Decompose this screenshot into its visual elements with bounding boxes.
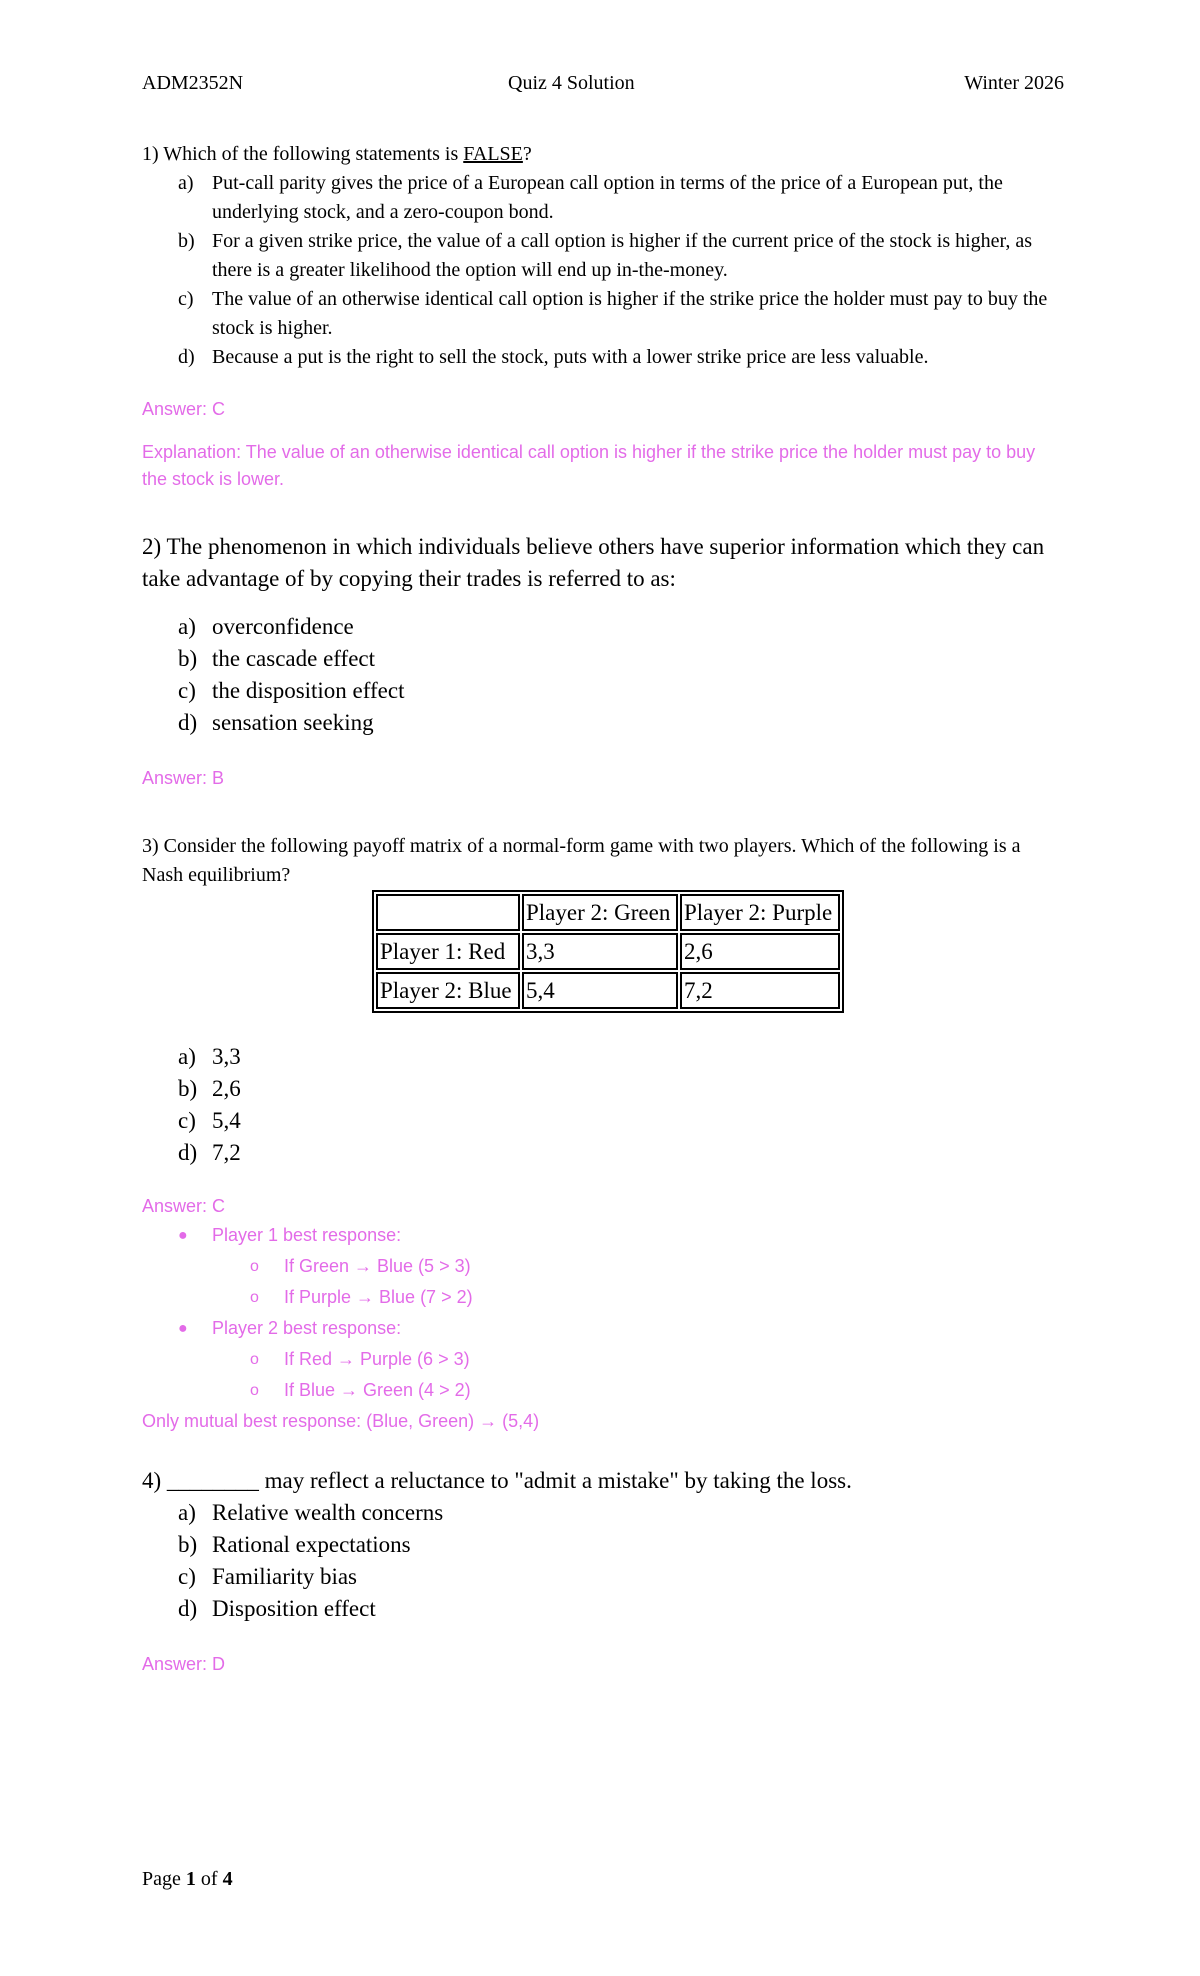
table-header-cell: Player 2: Purple — [680, 894, 840, 931]
table-row — [376, 972, 840, 1009]
question-3-reasoning — [142, 1220, 1064, 1406]
option-b: b) 2,6 — [178, 1076, 241, 1101]
option-d: d) 7,2 — [178, 1140, 241, 1165]
circle-bullet-icon: o — [250, 1382, 259, 1399]
table-cell: 7,2 — [680, 972, 840, 1009]
reasoning-subbullet: o If Purple → Blue (7 > 2) — [142, 1282, 1064, 1313]
reasoning-subbullet: o If Green → Blue (5 > 3) — [142, 1251, 1064, 1282]
question-3-stem: 3) Consider the following payoff matrix of a normal-form game with two players. Which of the following is a Nash equilibrium? — [142, 835, 1021, 886]
term-label: Winter 2026 — [964, 72, 1064, 94]
option-d: d) Because a put is the right to sell the stock, puts with a lower strike price are less valuable. — [178, 346, 929, 368]
option-c: c) The value of an otherwise identical call option is higher if the strike price the holder must pay to buy the stock is higher. — [178, 288, 1048, 339]
option-a: a) Put-call parity gives the price of a European call option in terms of the price of a European put, the underlying stock, and a zero-coupon bond. — [178, 172, 1003, 223]
option-d: d) sensation seeking — [178, 710, 374, 735]
question-3 — [142, 832, 1064, 1437]
circle-bullet-icon: o — [250, 1258, 259, 1275]
question-1-options — [142, 169, 1064, 372]
option-d: d) Disposition effect — [178, 1596, 376, 1621]
bullet-icon: ● — [178, 1227, 188, 1244]
circle-bullet-icon: o — [250, 1351, 259, 1368]
option-c: c) the disposition effect — [178, 678, 405, 703]
option-a: a) Relative wealth concerns — [178, 1500, 444, 1525]
circle-bullet-icon: o — [250, 1289, 259, 1306]
question-1-answer: Answer: C — [142, 399, 226, 419]
reasoning-subbullet: o If Red → Purple (6 > 3) — [142, 1344, 1064, 1375]
option-b: b) For a given strike price, the value of a call option is higher if the current price of the stock is higher, as there is a greater likelihood the option will end up in-the-money. — [178, 230, 1033, 281]
question-3-conclusion: Only mutual best response: (Blue, Green) → (5,4) — [142, 1411, 540, 1431]
table-cell: 5,4 — [522, 972, 678, 1009]
table-cell: 3,3 — [522, 933, 678, 970]
question-4 — [142, 1465, 1064, 1678]
question-2-stem: 2) The phenomenon in which individuals believe others have superior information which they can take advantage of by copying their trades is referred to as: — [142, 534, 1045, 591]
option-b: b) the cascade effect — [178, 646, 376, 671]
question-2-options — [142, 611, 1064, 739]
total-page-count: 4 — [222, 1868, 233, 1890]
question-4-answer: Answer: D — [142, 1654, 226, 1674]
reasoning-bullet: ● Player 1 best response: — [142, 1220, 1064, 1251]
question-3-options — [142, 1041, 1064, 1169]
table-cell: 2,6 — [680, 933, 840, 970]
payoff-matrix — [372, 890, 844, 1013]
question-3-answer: Answer: C — [142, 1196, 226, 1216]
false-keyword: FALSE — [463, 143, 523, 165]
table-row — [376, 933, 840, 970]
option-a: a) 3,3 — [178, 1044, 241, 1069]
reasoning-bullet: ● Player 2 best response: — [142, 1313, 1064, 1344]
question-1-stem: 1) Which of the following statements is FALSE? — [142, 143, 532, 165]
table-row-label: Player 2: Blue — [376, 972, 520, 1009]
current-page-number: 1 — [185, 1868, 196, 1890]
page-content — [142, 140, 1064, 1678]
question-1-explanation: Explanation: The value of an otherwise identical call option is higher if the strike price the holder must pay to buy the stock is lower. — [142, 442, 1036, 489]
question-2 — [142, 531, 1064, 792]
bullet-icon: ● — [178, 1320, 188, 1337]
option-a: a) overconfidence — [178, 614, 354, 639]
question-1 — [142, 140, 1064, 493]
option-b: b) Rational expectations — [178, 1532, 411, 1557]
table-header-cell: Player 2: Green — [522, 894, 678, 931]
table-row-label: Player 1: Red — [376, 933, 520, 970]
table-cell — [376, 894, 520, 931]
reasoning-subbullet: o If Blue → Green (4 > 2) — [142, 1375, 1064, 1406]
course-code: ADM2352N — [142, 72, 244, 94]
question-2-answer: Answer: B — [142, 768, 225, 788]
page-header — [142, 72, 1064, 98]
document-title: Quiz 4 Solution — [508, 72, 635, 94]
page-footer: Page 1 of 4 — [142, 1868, 233, 1890]
question-4-stem: 4) ________ may reflect a reluctance to "admit a mistake" by taking the loss. — [142, 1468, 852, 1493]
option-c: c) 5,4 — [178, 1108, 241, 1133]
table-header-row — [376, 894, 840, 931]
option-c: c) Familiarity bias — [178, 1564, 358, 1589]
question-4-options — [142, 1497, 1064, 1625]
